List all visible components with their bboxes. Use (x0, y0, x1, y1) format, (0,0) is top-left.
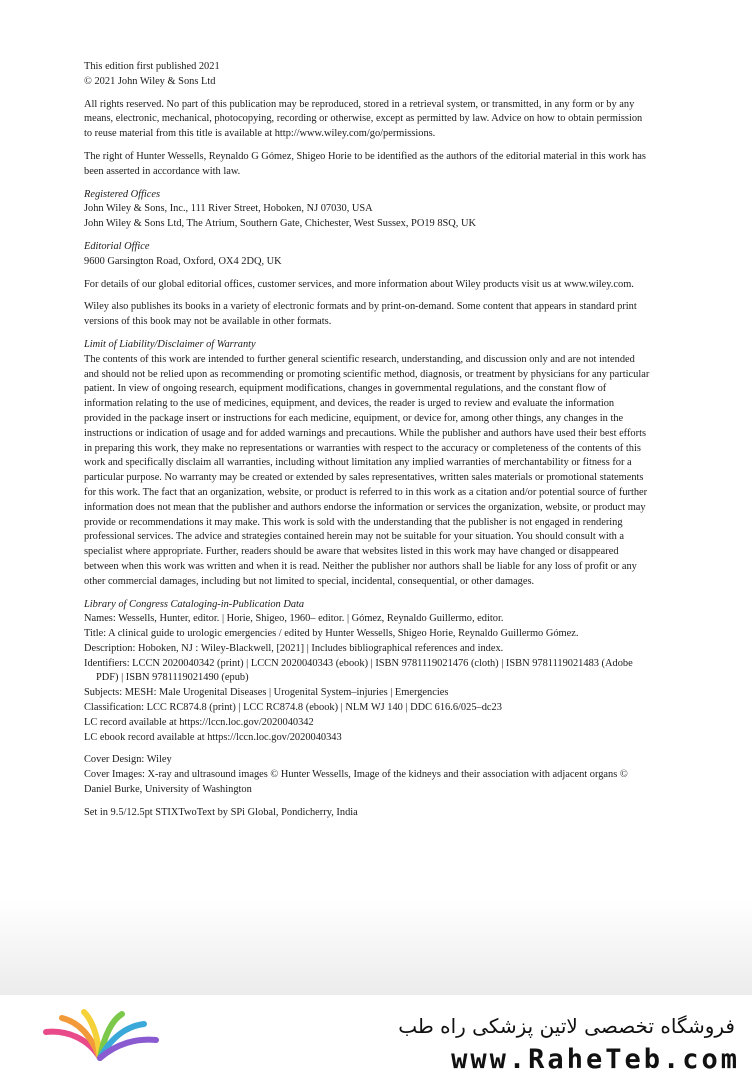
editorial-office (84, 240, 650, 270)
editorial-office-heading: Editorial Office (84, 240, 150, 252)
liability-heading: Limit of Liability/Disclaimer of Warranty (84, 338, 256, 350)
registered-offices-heading: Registered Offices (84, 188, 161, 200)
registered-office-uk: John Wiley & Sons Ltd, The Atrium, Southern Gate, Chichester, West Sussex, PO19 8SQ, UK (84, 218, 477, 230)
cover-design: Cover Design: Wiley (84, 754, 172, 766)
editorial-office-address: 9600 Garsington Road, Oxford, OX4 2DQ, UK (84, 255, 282, 267)
page-content (84, 60, 650, 821)
cip-identifiers: Identifiers: LCCN 2020040342 (print) | LCCN 2020040343 (ebook) | ISBN 9781119021476 (cloth) | ISBN 9781119021483 (Adobe PDF) | ISBN 9781119021490 (epub) (84, 657, 633, 684)
typesetting-note: Set in 9.5/12.5pt STIXTwoText by SPi Global, Pondicherry, India (84, 806, 358, 818)
lc-ebook-record-link: LC ebook record available at https://lccn.loc.gov/2020040343 (84, 731, 342, 743)
cip-title: Title: A clinical guide to urologic emergencies / edited by Hunter Wessells, Shigeo Horie, Reynaldo Guillermo Gómez. (84, 628, 579, 640)
cover-credits (84, 753, 650, 797)
cip-classification: Classification: LCC RC874.8 (print) | LCC RC874.8 (ebook) | NLM WJ 140 | DDC 616.6/025–dc23 (84, 702, 502, 714)
cip-heading: Library of Congress Cataloging-in-Publication Data (84, 598, 305, 610)
authors-right-paragraph: The right of Hunter Wessells, Reynaldo G Gómez, Shigeo Horie to be identified as the authors of the editorial material in this work has been asserted in accordance with law. (84, 150, 646, 177)
edition-block (84, 60, 650, 90)
liability-section (84, 338, 650, 590)
formats-paragraph: Wiley also publishes its books in a variety of electronic formats and by print-on-demand. Some content that appears in standard print versions of this book may not be available in other formats. (84, 301, 637, 328)
cip-section (84, 598, 650, 746)
store-name-persian: فروشگاه تخصصی لاتین پزشکی راه طب (398, 1014, 735, 1038)
copyright-line: © 2021 John Wiley & Sons Ltd (84, 75, 216, 87)
registered-office-us: John Wiley & Sons, Inc., 111 River Street, Hoboken, NJ 07030, USA (84, 203, 373, 215)
rights-paragraph: All rights reserved. No part of this publication may be reproduced, stored in a retrieval system, or transmitted, in any form or by any means, electronic, mechanical, photocopying, recording or otherwise, except as permitted by law. Advice on how to obtain permission to reuse material from this title is available at http://www.wiley.com/go/permissions. (84, 98, 643, 140)
cover-images: Cover Images: X-ray and ultrasound images © Hunter Wessells, Image of the kidneys and their association with adjacent organs © Daniel Burke, University of Washington (84, 769, 628, 796)
edition-line: This edition first published 2021 (84, 61, 220, 72)
store-url[interactable]: www.RaheTeb.com (451, 1044, 740, 1075)
registered-offices (84, 188, 650, 232)
cip-description: Description: Hoboken, NJ : Wiley-Blackwell, [2021] | Includes bibliographical references and index. (84, 642, 504, 654)
details-paragraph: For details of our global editorial offices, customer services, and more information about Wiley products visit us at www.wiley.com. (84, 278, 634, 290)
open-book-rainbow-icon (40, 1008, 160, 1068)
cip-subjects: Subjects: MESH: Male Urogenital Diseases | Urogenital System–injuries | Emergencies (84, 687, 449, 699)
lc-record-link: LC record available at https://lccn.loc.gov/2020040342 (84, 716, 314, 728)
liability-body: The contents of this work are intended to further general scientific research, understanding, and discussion only and are not intended and should not be relied upon as recommending or promoting scientific method, diagnosis, or treatment by physicians for any particular patient. In view of ongoing research, equipment modifications, changes in governmental regulations, and the constant flow of information relating to the use of medicines, equipment, and devices, the reader is urged to review and evaluate the information provided in the package insert or instructions for each medicine, equipment, or device for, among other things, any changes in the instructions or indication of usage and for added warnings and precautions. While the publisher and authors have used their best efforts in preparing this work, they make no representations or warranties with respect to the accuracy or completeness of the contents of this work and specifically disclaim all warranties, including without limitation any implied warranties of merchantability or fitness for a particular purpose. No warranty may be created or extended by sales representatives, written sales materials or promotional statements for this work. The fact that an organization, website, or product is referred to in this work as a citation and/or potential source of further information does not mean that the publisher and authors endorse the information or services the organization, website, or product may provide or recommendations it may make. This work is sold with the understanding that the publisher is not engaged in rendering professional services. The advice and strategies contained herein may not be suitable for your situation. You should consult with a specialist where appropriate. Further, readers should be aware that websites listed in this work may have changed or disappeared between when this work was written and when it is read. Neither the publisher nor authors shall be liable for any loss of profit or any other commercial damages, including but not limited to special, incidental, consequential, or other damages. (84, 353, 650, 587)
cip-names: Names: Wessells, Hunter, editor. | Horie, Shigeo, 1960– editor. | Gómez, Reynaldo Guillermo, editor. (84, 613, 504, 625)
